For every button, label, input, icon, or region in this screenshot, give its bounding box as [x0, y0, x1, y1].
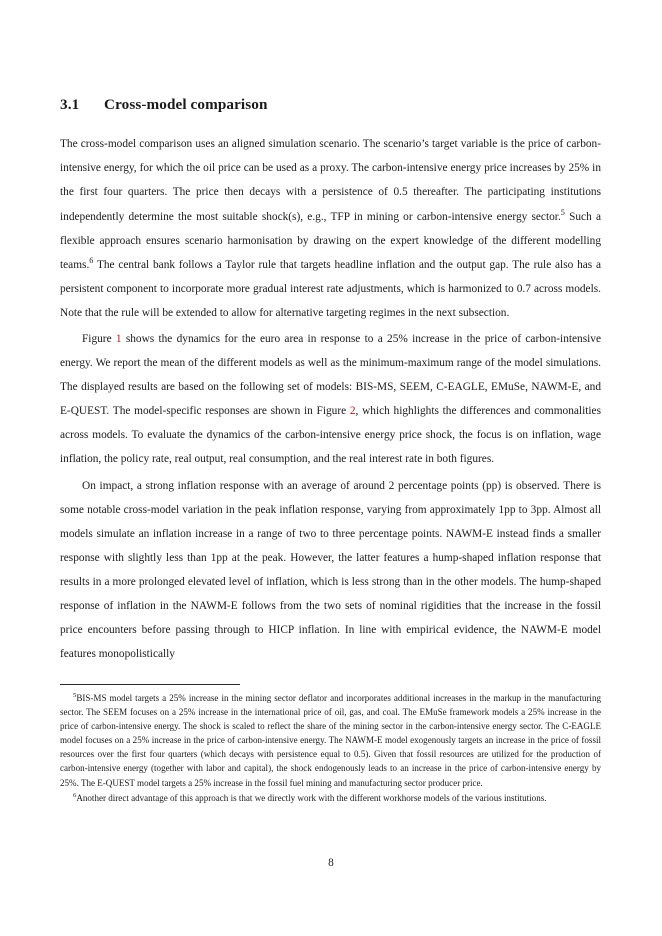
paragraph-text-segment: Figure	[82, 332, 116, 345]
footnote-text: BIS-MS model targets a 25% increase in the mining sector deflator and incorporates additional increases in the markup in the manufacturing sector. The SEEM focuses on a 25% increase in the international price of oil, gas, and coal. The EMuSe framework models a 25% increase in the price of carbon-intensive energy. The shock is scaled to reflect the share of the mining sector in the carbon-intensive energy sector. The C-EAGLE model focuses on a 25% increase in the price of carbon-intensive energy. The NAWM-E model exogenously targets an increase in the price of fossil resources over the first four quarters (which decays with persistence equal to 0.5). Given that fossil resources are utilized for the production of carbon-intensive energy (together with labor and capital), the shock endogenously leads to an increase in the price of carbon-intensive energy by 25%. The E-QUEST model targets a 25% increase in the fossil fuel mining and manufacturing sector producer price.	[60, 693, 601, 788]
paragraph-text-segment: shows the dynamics for the euro area in response to a 25% increase in the price of carbon-intensive energy. We report the mean of the different models as well as the minimum-maximum range of the model simulations. The displayed results are based on the following set of models: BIS-MS, SEEM, C-EAGLE, EMuSe, NAWM-E, and E-QUEST. The model-specific responses are shown in Figure	[60, 332, 601, 418]
paragraph-text-segment: The cross-model comparison uses an aligned simulation scenario. The scenario’s target variable is the price of carbon-intensive energy, for which the oil price can be used as a proxy. The carbon-intensive energy price increases by 25% in the first four quarters. The price then decays with a persistence of 0.5 thereafter. The participating institutions independently determine the most suitable shock(s), e.g., TFP in mining or carbon-intensive energy sector.	[60, 138, 601, 223]
paragraph-text-segment: The central bank follows a Taylor rule that targets headline inflation and the output gap. The rule also has a persistent component to incorporate more gradual interest rate adjustments, which is harmonized to 0.7 across models. Note that the rule will be extended to allow for alternative targeting regimes in the next subsection.	[60, 258, 601, 319]
page-content	[60, 96, 601, 668]
paragraph-text-segment: , which highlights the differences and commonalities across models. To evaluate the dynamics of the carbon-intensive energy price shock, the focus is on inflation, wage inflation, the policy rate, real output, real consumption, and the real interest rate in both figures.	[60, 405, 601, 466]
section-number: 3.1	[60, 96, 80, 113]
footnote-separator-rule	[60, 684, 240, 685]
footnote-5	[60, 691, 601, 790]
paragraph-figure-overview	[60, 327, 601, 472]
figure-reference-1[interactable]: 1	[115, 332, 122, 345]
footnote-6	[60, 791, 601, 805]
footnote-marker-5[interactable]: 5	[560, 207, 565, 217]
section-title: Cross-model comparison	[104, 96, 268, 113]
page-number: 8	[328, 857, 334, 869]
footnote-marker-6[interactable]: 6	[89, 255, 94, 265]
footnote-number-5: 5	[73, 691, 77, 699]
footnote-text: Another direct advantage of this approach is that we directly work with the different workhorse models of the various institutions.	[76, 792, 547, 803]
paragraph-text-segment: Such a flexible approach ensures scenario harmonisation by drawing on the expert knowledge of the different modelling teams.	[60, 210, 601, 271]
paragraph-scenario-description	[60, 132, 601, 325]
paragraph-inflation-response: On impact, a strong inflation response with an average of around 2 percentage points (pp) is observed. There is some notable cross-model variation in the peak inflation response, varying from approximately 1pp to 3pp. Almost all models simulate an inflation increase in a range of two to three percentage points. NAWM-E instead finds a smaller response with slightly less than 1pp at the peak. However, the latter features a hump-shaped inflation response that results in a more prolonged elevated level of inflation, which is less strong than in the other models. The hump-shaped response of inflation in the NAWM-E follows from the two sets of nominal rigidities that the increase in the fossil price encounters before passing through to HICP inflation. In line with empirical evidence, the NAWM-E model features monopolistically	[60, 479, 601, 661]
footnote-number-6: 6	[73, 791, 77, 799]
section-heading	[60, 96, 601, 114]
footnote-area	[60, 684, 601, 806]
figure-reference-2[interactable]: 2	[349, 405, 356, 418]
